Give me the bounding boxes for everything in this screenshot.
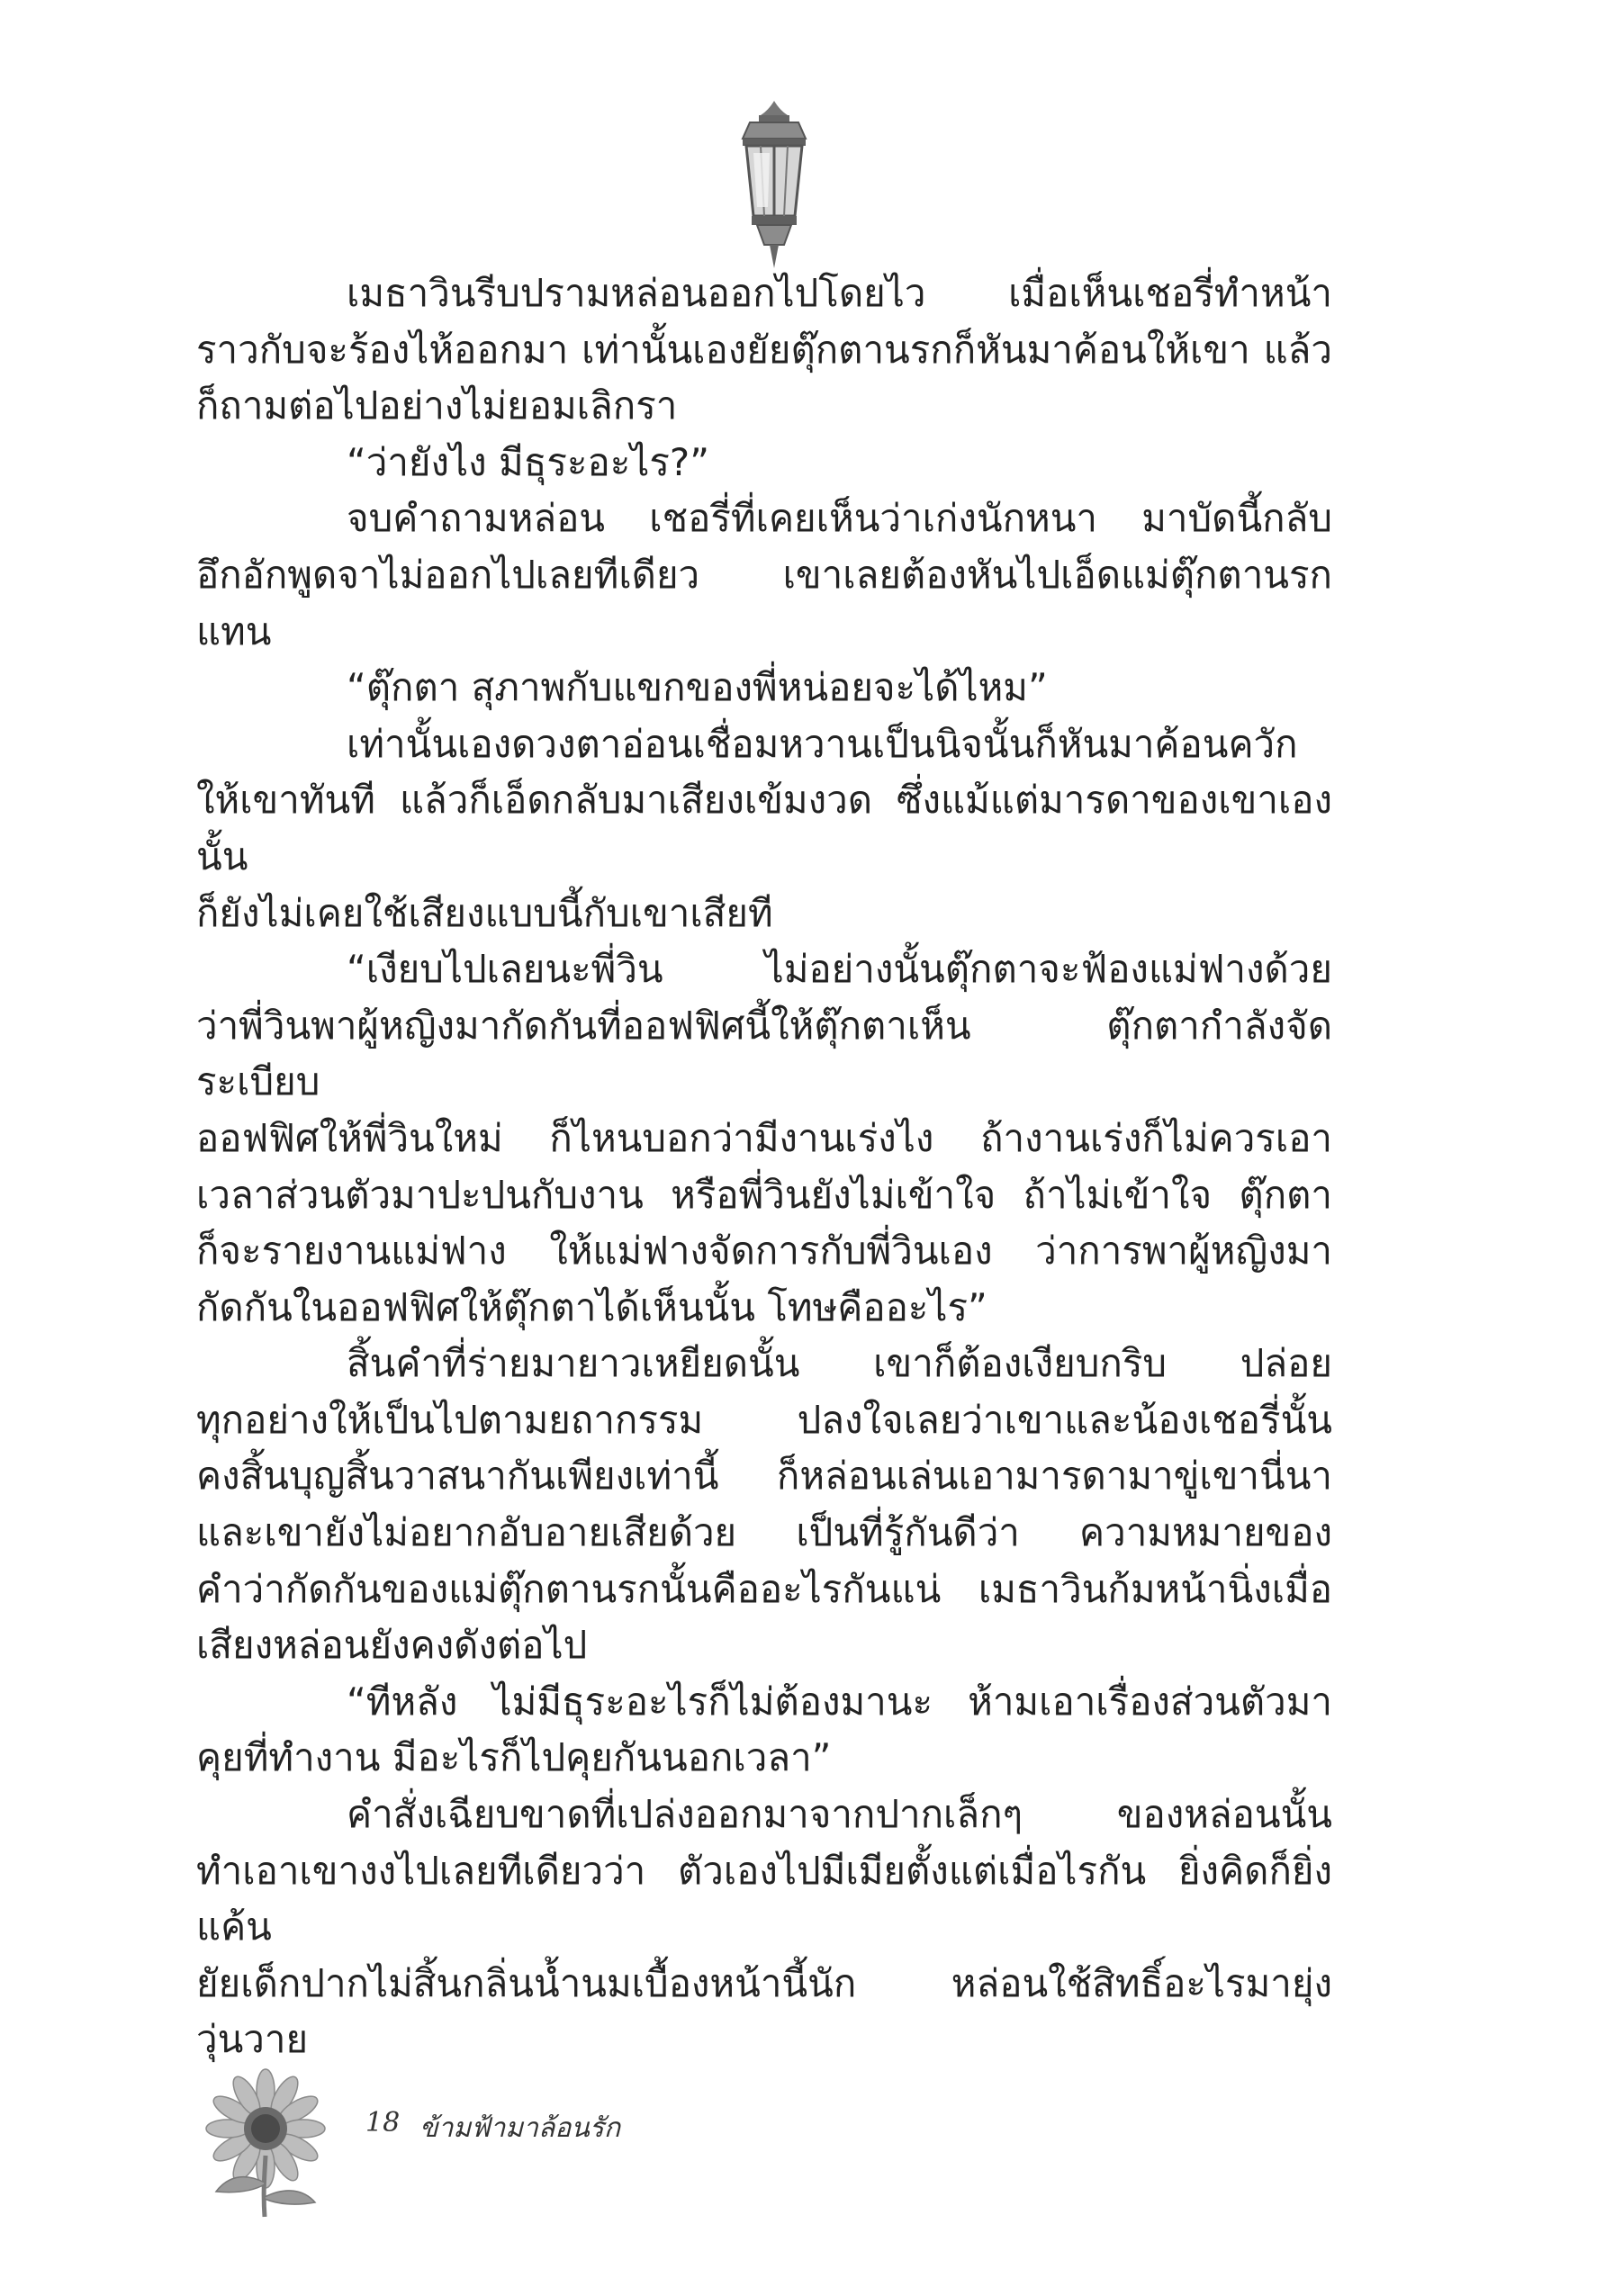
text-line: ให้เขาทันที แล้วก็เอ็ดกลับมาเสียงเข้มงวด ซึ่งแม้แต่มารดาของเขาเองนั้น [196,778,1332,878]
text-line: คงสิ้นบุญสิ้นวาสนากันเพียงเท่านี้ ก็หล่อนเล่นเอามารดามาขู่เขานี่นา [196,1454,1332,1499]
text-line: จบคำถามหล่อน เชอรี่ที่เคยเห็นว่าเก่งนักหนา มาบัดนี้กลับ [347,496,1332,541]
body-text [196,266,1332,2068]
text-line: ราวกับจะร้องไห้ออกมา เท่านั้นเองยัยตุ๊กตานรกก็หันมาค้อนให้เขา แล้ว [196,327,1332,372]
text-line: เท่านั้นเองดวงตาอ่อนเชื่อมหวานเป็นนิจนั้นก็หันมาค้อนควัก [347,721,1298,766]
paragraph [196,1674,1332,1787]
paragraph [196,491,1332,660]
text-line: แทน [196,608,272,653]
paragraph [196,660,1332,716]
paragraph [196,1787,1332,2068]
sunflower-icon [189,2066,342,2219]
text-line: เสียงหล่อนยังคงดังต่อไป [196,1623,588,1668]
text-line: สิ้นคำที่ร่ายมายาวเหยียดนั้น เขาก็ต้องเงียบกริบ ปล่อย [347,1341,1332,1386]
page-number: 18 [365,2107,401,2138]
text-line: คำว่ากัดกันของแม่ตุ๊กตานรกนั้นคืออะไรกันแน่ เมธาวินก้มหน้านิ่งเมื่อ [196,1566,1332,1611]
text-line: ก็ยังไม่เคยใช้เสียงแบบนี้กับเขาเสียที [196,890,773,935]
paragraph [196,716,1332,941]
text-line: “ว่ายังไง มีธุระอะไร?” [347,439,709,484]
text-line: “ตุ๊กตา สุภาพกับแขกของพี่หน่อยจะได้ไหม” [347,665,1048,710]
text-line: คำสั่งเฉียบขาดที่เปล่งออกมาจากปากเล็กๆ ของหล่อนนั้น [347,1792,1332,1837]
paragraph [196,941,1332,1336]
text-line: ว่าพี่วินพาผู้หญิงมากัดกันที่ออฟฟิศนี้ให้ตุ๊กตาเห็น ตุ๊กตากำลังจัดระเบียบ [196,1003,1332,1104]
text-line: และเขายังไม่อยากอับอายเสียด้วย เป็นที่รู้กันดีว่า ความหมายของ [196,1510,1332,1555]
text-line: กัดกันในออฟฟิศให้ตุ๊กตาได้เห็นนั้น โทษคืออะไร” [196,1284,987,1329]
paragraph [196,1336,1332,1674]
text-line: ออฟฟิศให้พี่วินใหม่ ก็ไหนบอกว่ามีงานเร่งไง ถ้างานเร่งก็ไม่ควรเอา [196,1115,1332,1160]
text-line: “เงียบไปเลยนะพี่วิน ไม่อย่างนั้นตุ๊กตาจะฟ้องแม่ฟางด้วย [347,947,1332,992]
text-line: ทำเอาเขางงไปเลยทีเดียวว่า ตัวเองไปมีเมียตั้งแต่เมื่อไรกัน ยิ่งคิดก็ยิ่งแค้น [196,1848,1332,1949]
paragraph [196,435,1332,491]
page-footer [189,2066,819,2219]
book-title: ข้ามฟ้ามาล้อนรัก [419,2112,621,2144]
paragraph [196,266,1332,435]
text-line: อึกอักพูดจาไม่ออกไปเลยทีเดียว เขาเลยต้องหันไปเอ็ดแม่ตุ๊กตานรก [196,552,1332,597]
text-line: ทุกอย่างให้เป็นไปตามยถากรรม ปลงใจเลยว่าเขาและน้องเชอรี่นั้น [196,1397,1332,1442]
text-line: ยัยเด็กปากไม่สิ้นกลิ่นน้ำนมเบื้องหน้านี้นัก หล่อนใช้สิทธิ์อะไรมายุ่งวุ่นวาย [196,1960,1332,2062]
text-line: ก็จะรายงานแม่ฟาง ให้แม่ฟางจัดการกับพี่วินเอง ว่าการพาผู้หญิงมา [196,1229,1332,1274]
text-line: ก็ถามต่อไปอย่างไม่ยอมเลิกรา [196,383,678,428]
text-line: เมธาวินรีบปรามหล่อนออกไปโดยไว เมื่อเห็นเชอรี่ทำหน้า [347,271,1332,315]
lantern-icon [734,99,815,270]
text-line: เวลาส่วนตัวมาปะปนกับงาน หรือพี่วินยังไม่เข้าใจ ถ้าไม่เข้าใจ ตุ๊กตา [196,1172,1332,1217]
text-line: “ทีหลัง ไม่มีธุระอะไรก็ไม่ต้องมานะ ห้ามเอาเรื่องส่วนตัวมา [347,1679,1332,1724]
text-line: คุยที่ทำงาน มีอะไรก็ไปคุยกันนอกเวลา” [196,1735,832,1780]
